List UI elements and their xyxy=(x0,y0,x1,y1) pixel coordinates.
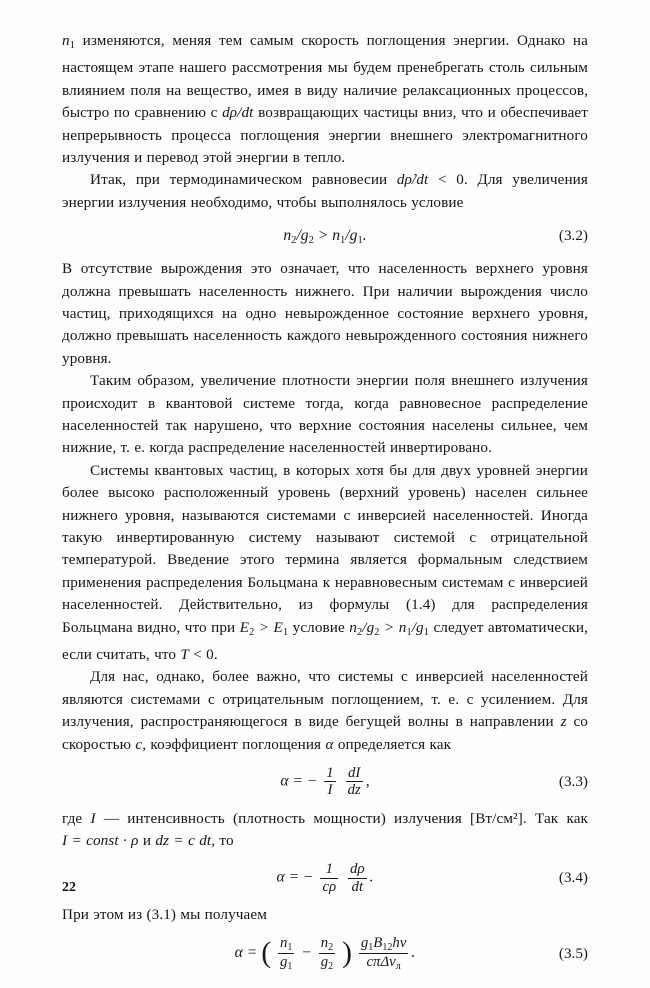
page-number: 22 xyxy=(62,880,76,895)
equation-3-5: α = ( $\frac{n_1}{g_1}$ − $\frac{n_2}{g_2}$ ) $\frac{g_1B_{12}h\nu}{c\pi\Delta\nu_л}$ . xyxy=(234,935,416,973)
paragraph-6a-text: Для нас, однако, более важно, что системы с инверсией населенностей являются системами с отрицательным поглощением, т. е. с усилением. Для излучения, распространяющегося в виде бегущей волны в направлении xyxy=(62,668,588,731)
paragraph-6c-text: коэффициент поглощения xyxy=(150,735,322,753)
paragraph-5c-text: следует автоматически, если считать, что xyxy=(62,618,589,663)
inline-symbol-T: T xyxy=(180,645,189,663)
paragraph-4: Таким образом, увеличение плотности энергии поля внешнего излучения происходит в квантовой системе тогда, когда равновесное распределение населенностей так нарушено, что верхние состояния населены сильнее, чем нижние, т. е. когда распределение населенностей инвертировано. xyxy=(62,372,588,457)
paragraph-1 xyxy=(62,30,588,169)
paragraph-8: При этом из (3.1) мы получаем xyxy=(62,905,267,923)
paragraph-6d-text: определяется как xyxy=(337,735,452,753)
inline-symbol-alpha: α xyxy=(325,735,334,753)
inline-symbol-ratio: $n_2/g_2 > n_1/g_1$ xyxy=(349,618,430,638)
paragraph-6b-text: со скоростью xyxy=(62,713,588,753)
paragraph-1-text: изменяются, меняя тем самым скорость поглощения энергии. Однако на настоящем этапе нашего рассмотрения мы будем пренебрегать столь сильным влиянием поля на вещество, имея в виду наличие релаксационных процессов, быстро по сравнению с xyxy=(62,32,588,122)
equation-3-3-number: (3.3) xyxy=(558,772,588,790)
equation-3-5-row xyxy=(62,935,588,972)
inline-symbol-dpdt-2: dρ̇/dt xyxy=(396,171,429,189)
equation-3-3-row xyxy=(62,765,588,799)
equation-3-5-number: (3.5) xyxy=(558,944,588,962)
inline-symbol-c: c, xyxy=(135,735,147,753)
paragraph-5d-text: < 0. xyxy=(193,645,218,663)
inline-symbol-e2-e1: $E_2 > E_1$ xyxy=(239,618,289,638)
paragraph-7c-text: то xyxy=(219,831,234,849)
inline-expr-const: I = const · ρ xyxy=(62,831,139,849)
equation-3-2-row xyxy=(62,223,588,249)
inline-symbol-z: z xyxy=(560,713,567,731)
paragraph-2 xyxy=(62,169,588,214)
inline-symbol-n1: $n_1$ xyxy=(62,32,75,51)
equation-3-4-number: (3.4) xyxy=(558,869,588,887)
paragraph-3: В отсутствие вырождения это означает, что населенность верхнего уровня должна превышать населенность нижнего. При наличии вырождения число частиц, приходящихся на одно невырожденное состояние верхнего уровня, должно превышать населенность каждого невырожденного состояния нижнего уровня. xyxy=(62,260,588,367)
paragraph-7a-text: где xyxy=(62,809,83,827)
text-column xyxy=(62,30,588,981)
paragraph-7b-text: — интенсивность (плотность мощности) излучения [Вт/см²]. Так как xyxy=(103,809,589,827)
equation-3-3: α = − $\frac{1}{I}$ $\frac{dI}{dz}$ , xyxy=(280,764,370,799)
paragraph-6 xyxy=(62,666,588,756)
paragraph-2b-text: < 0. Для увеличения энергии излучения необходимо, чтобы выполнялось условие xyxy=(62,171,588,211)
inline-symbol-dpdt: dρ/dt xyxy=(222,104,254,122)
paragraph-5b-text: условие xyxy=(292,618,345,636)
equation-3-2: $n_2/g_2 > n_1/g_1$. xyxy=(283,226,367,246)
paragraph-5 xyxy=(62,460,588,667)
paragraph-1b-text: возвращающих частицы вниз, что и обеспечивает непрерывность процесса поглощения энергии внешнего электромагнитного излучения и перевод этой энергии в тепло. xyxy=(62,104,589,166)
inline-symbol-I: I xyxy=(90,809,96,827)
equation-3-2-number: (3.2) xyxy=(558,227,588,245)
paragraph-5a-text: Системы квантовых частиц, в которых хотя бы для двух уровней энергии более высоко расположенный уровень (верхний уровень) населен сильнее нижнего уровня, называются системами с инверсией населенностей. Иногда такую инвертированную систему называют системой с отрицательной температурой. Введение этого термина является формальным следствием применения распределения Больцмана к неравновесным системам с инверсией населенностей. Действительно, из формулы (1.4) для распределения Больцмана видно, что при xyxy=(62,461,588,636)
paragraph-7: где I — интенсивность (плотность мощности) излучения [Вт/см²]. Так как I = const · ρ и dz = c dt, то xyxy=(62,809,589,849)
paragraph-2a-text: Итак, при термодинамическом равновесии xyxy=(90,171,388,189)
equation-3-4-row xyxy=(62,861,588,895)
equation-3-4: α = − $\frac{1}{c\rho}$ $\frac{d\rho}{dt}$ . xyxy=(276,861,374,895)
inline-expr-dz: dz = c dt xyxy=(155,831,212,849)
